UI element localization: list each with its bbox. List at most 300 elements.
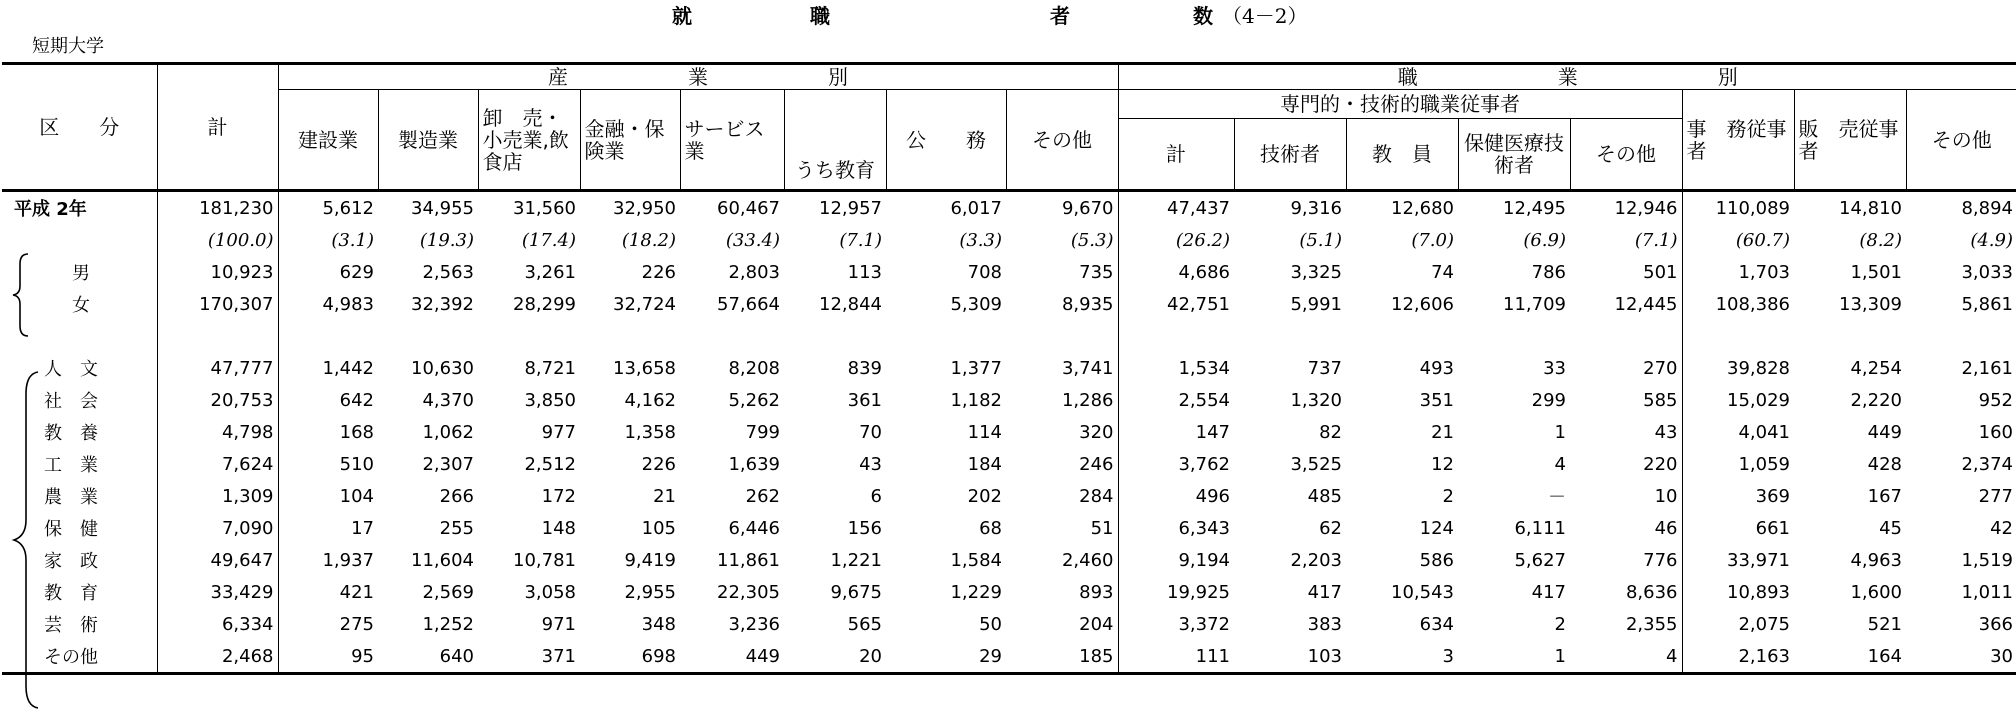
table-cell: 181,230 bbox=[157, 191, 278, 225]
table-cell: 42 bbox=[1990, 517, 2013, 539]
table-cell: 164 bbox=[1794, 640, 1906, 674]
title-char-1: 就 bbox=[672, 4, 692, 28]
table-cell: 10 bbox=[1654, 485, 1678, 507]
table-cell: 7,090 bbox=[157, 512, 278, 544]
table-cell: 1,252 bbox=[422, 613, 474, 635]
table-cell: 2,163 bbox=[1682, 640, 1794, 674]
table-cell: 34,955 bbox=[411, 197, 474, 219]
table-cell: 1,182 bbox=[950, 389, 1002, 411]
row-label: 工 業 bbox=[44, 455, 98, 476]
table-cell: 2,803 bbox=[728, 261, 780, 283]
table-cell: 4,983 bbox=[278, 288, 378, 320]
table-cell: 735 bbox=[1079, 261, 1114, 283]
table-cell: 361 bbox=[847, 389, 882, 411]
table-cell: 10,781 bbox=[513, 549, 576, 571]
table-cell: 114 bbox=[967, 421, 1002, 443]
table-cell: 172 bbox=[541, 485, 576, 507]
table-cell: 103 bbox=[1234, 640, 1346, 674]
title-char-4: 数 bbox=[1193, 4, 1213, 28]
table-cell: 839 bbox=[847, 357, 882, 379]
table-cell: 168 bbox=[278, 416, 378, 448]
table-cell: 51 bbox=[1090, 517, 1114, 539]
table-cell: 12,495 bbox=[1503, 197, 1566, 219]
header-hanbai: 販 売従事者 bbox=[1794, 90, 1906, 191]
table-cell: 160 bbox=[1978, 421, 2013, 443]
table-cell: 3,372 bbox=[1118, 608, 1234, 640]
table-cell: 226 bbox=[641, 261, 676, 283]
table-row bbox=[2, 512, 2016, 544]
table-cell: 496 bbox=[1118, 480, 1234, 512]
table-cell: 952 bbox=[1978, 389, 2013, 411]
table-cell: (100.0) bbox=[157, 224, 278, 256]
table-cell: (8.2) bbox=[1859, 229, 1902, 251]
table-cell: 351 bbox=[1419, 389, 1454, 411]
table-cell: 485 bbox=[1307, 485, 1342, 507]
header-kensetsu: 建設業 bbox=[278, 90, 378, 191]
table-cell: 11,604 bbox=[411, 549, 474, 571]
table-cell: 5,861 bbox=[1961, 293, 2013, 315]
table-cell: 70 bbox=[859, 421, 882, 443]
table-cell: 4,798 bbox=[157, 416, 278, 448]
table-cell: 255 bbox=[439, 517, 474, 539]
title-char-3: 者 bbox=[1050, 4, 1070, 28]
table-cell: 421 bbox=[278, 576, 378, 608]
table-cell: 4,041 bbox=[1682, 416, 1794, 448]
table-cell: 19,925 bbox=[1118, 576, 1234, 608]
table-cell bbox=[1570, 320, 1682, 352]
table-cell: (17.4) bbox=[521, 229, 576, 251]
table-cell: 6,446 bbox=[728, 517, 780, 539]
row-label: 農 業 bbox=[44, 487, 98, 508]
table-cell: 1,519 bbox=[1961, 549, 2013, 571]
table-cell: 42,751 bbox=[1118, 288, 1234, 320]
table-cell: 110,089 bbox=[1682, 191, 1794, 225]
header-kei: 計 bbox=[157, 64, 278, 191]
table-cell bbox=[886, 320, 1006, 352]
row-label: 家 政 bbox=[44, 551, 98, 572]
table-cell: 277 bbox=[1978, 485, 2013, 507]
table-cell: 449 bbox=[1867, 421, 1902, 443]
header-senmon-kei: 計 bbox=[1118, 119, 1234, 191]
table-cell bbox=[157, 320, 278, 352]
table-cell: 2,307 bbox=[422, 453, 474, 475]
table-cell: 220 bbox=[1643, 453, 1678, 475]
header-sonota-sangyo: その他 bbox=[1006, 90, 1118, 191]
table-cell: (18.2) bbox=[621, 229, 676, 251]
table-cell: 642 bbox=[278, 384, 378, 416]
table-cell: 6,334 bbox=[157, 608, 278, 640]
row-label: 保 健 bbox=[44, 519, 98, 540]
table-cell: 640 bbox=[378, 640, 478, 674]
table-cell: 661 bbox=[1682, 512, 1794, 544]
table-cell: 105 bbox=[641, 517, 676, 539]
table-cell: 2 bbox=[1442, 485, 1454, 507]
table-cell bbox=[680, 320, 784, 352]
table-cell: 2,512 bbox=[524, 453, 576, 475]
table-cell: 204 bbox=[1079, 613, 1114, 635]
table-cell: (33.4) bbox=[725, 229, 780, 251]
table-cell: 4,370 bbox=[422, 389, 474, 411]
table-cell: 698 bbox=[580, 640, 680, 674]
table-cell: (5.1) bbox=[1299, 229, 1342, 251]
table-cell: 586 bbox=[1419, 549, 1454, 571]
table-cell bbox=[478, 320, 580, 352]
table-cell: 708 bbox=[967, 261, 1002, 283]
table-subtitle: 短期大学 bbox=[32, 36, 104, 57]
table-cell: 47,437 bbox=[1118, 191, 1234, 225]
table-cell: 12,445 bbox=[1614, 293, 1678, 315]
table-cell: (26.2) bbox=[1118, 224, 1234, 256]
table-cell: 634 bbox=[1419, 613, 1454, 635]
table-cell: 3,261 bbox=[524, 261, 576, 283]
table-cell: 521 bbox=[1867, 613, 1902, 635]
table-cell: 1,639 bbox=[728, 453, 780, 475]
table-cell: 893 bbox=[1079, 581, 1114, 603]
table-cell: 3,850 bbox=[524, 389, 576, 411]
table-cell: 32,724 bbox=[613, 293, 676, 315]
table-cell: 1,703 bbox=[1682, 256, 1794, 288]
table-row bbox=[2, 288, 2016, 320]
table-row bbox=[2, 224, 2016, 256]
table-row bbox=[2, 416, 2016, 448]
table-cell: (3.1) bbox=[278, 224, 378, 256]
table-cell: 6 bbox=[870, 485, 882, 507]
table-cell: 1,059 bbox=[1682, 448, 1794, 480]
table-cell: 10,543 bbox=[1391, 581, 1454, 603]
table-row bbox=[2, 608, 2016, 640]
table-row bbox=[2, 544, 2016, 576]
table-row bbox=[2, 384, 2016, 416]
table-cell: 14,810 bbox=[1839, 197, 1902, 219]
table-cell: 449 bbox=[680, 640, 784, 674]
table-cell: 629 bbox=[278, 256, 378, 288]
table-cell: 2,460 bbox=[1061, 549, 1114, 571]
table-cell: 1,442 bbox=[278, 352, 378, 384]
table-cell: 9,419 bbox=[624, 549, 676, 571]
table-cell: 3,325 bbox=[1290, 261, 1342, 283]
table-cell: 12,606 bbox=[1391, 293, 1454, 315]
table-cell: 1,011 bbox=[1961, 581, 2013, 603]
table-cell: 4,963 bbox=[1850, 549, 1902, 571]
table-cell: (7.1) bbox=[1634, 229, 1678, 251]
table-cell: 13,309 bbox=[1839, 293, 1902, 315]
table-cell bbox=[1794, 320, 1906, 352]
table-cell: 971 bbox=[541, 613, 576, 635]
table-cell: 786 bbox=[1531, 261, 1566, 283]
header-service: サービス業 bbox=[680, 90, 784, 191]
table-cell: 156 bbox=[847, 517, 882, 539]
header-komu: 公 務 bbox=[886, 90, 1006, 191]
header-sonota-senmon: その他 bbox=[1570, 119, 1682, 191]
table-cell: 20 bbox=[784, 640, 886, 674]
table-cell: 21 bbox=[653, 485, 676, 507]
table-cell: 57,664 bbox=[717, 293, 780, 315]
table-cell: 348 bbox=[641, 613, 676, 635]
table-cell: 104 bbox=[278, 480, 378, 512]
table-cell: 737 bbox=[1307, 357, 1342, 379]
table-cell: 108,386 bbox=[1682, 288, 1794, 320]
table-cell: 320 bbox=[1079, 421, 1114, 443]
table-cell: 585 bbox=[1643, 389, 1678, 411]
table-cell: 62 bbox=[1319, 517, 1342, 539]
table-cell: 9,670 bbox=[1061, 197, 1114, 219]
table-cell: 6,111 bbox=[1514, 517, 1566, 539]
table-cell: 4,162 bbox=[624, 389, 676, 411]
table-cell: 5,991 bbox=[1290, 293, 1342, 315]
table-cell: 22,305 bbox=[717, 581, 780, 603]
header-sangyo-betsu: 産 業 別 bbox=[278, 64, 1118, 90]
table-cell: 2,161 bbox=[1961, 357, 2013, 379]
row-label: 人 文 bbox=[44, 359, 98, 380]
header-kubun: 区 分 bbox=[2, 64, 157, 191]
table-cell: 5,612 bbox=[278, 191, 378, 225]
table-cell: 124 bbox=[1419, 517, 1454, 539]
table-cell: 1,358 bbox=[624, 421, 676, 443]
table-cell: 60,467 bbox=[717, 197, 780, 219]
table-cell: 565 bbox=[847, 613, 882, 635]
row-label: 女 bbox=[72, 295, 90, 316]
table-cell: 147 bbox=[1118, 416, 1234, 448]
table-cell: 1 bbox=[1458, 640, 1570, 674]
table-cell: 185 bbox=[1006, 640, 1118, 674]
table-cell: 8,208 bbox=[728, 357, 780, 379]
header-seizo: 製造業 bbox=[378, 90, 478, 191]
table-cell: 2,203 bbox=[1290, 549, 1342, 571]
table-cell: 12,946 bbox=[1614, 197, 1678, 219]
table-cell: 2,374 bbox=[1961, 453, 2013, 475]
table-cell: 31,560 bbox=[513, 197, 576, 219]
table-cell: (4.9) bbox=[1970, 229, 2013, 251]
table-cell: 2,220 bbox=[1850, 389, 1902, 411]
row-label: 男 bbox=[72, 263, 90, 284]
table-cell: 33 bbox=[1543, 357, 1566, 379]
table-cell: (5.3) bbox=[1070, 229, 1114, 251]
table-cell: (3.3) bbox=[959, 229, 1002, 251]
table-cell: 8,721 bbox=[524, 357, 576, 379]
table-cell: 417 bbox=[1307, 581, 1342, 603]
table-cell: 776 bbox=[1643, 549, 1678, 571]
table-cell: 4 bbox=[1570, 640, 1682, 674]
table-cell: 1,229 bbox=[950, 581, 1002, 603]
table-cell: (19.3) bbox=[419, 229, 474, 251]
table-cell: 2 bbox=[1554, 613, 1566, 635]
table-cell: 21 bbox=[1431, 421, 1454, 443]
table-cell: 3,525 bbox=[1290, 453, 1342, 475]
header-hoken: 保健医療技術者 bbox=[1458, 119, 1570, 191]
table-row bbox=[2, 640, 2016, 674]
table-cell: 12,680 bbox=[1391, 197, 1454, 219]
row-label: 教 養 bbox=[44, 423, 98, 444]
table-cell: 2,563 bbox=[422, 261, 474, 283]
table-cell: 270 bbox=[1643, 357, 1678, 379]
table-cell: 167 bbox=[1867, 485, 1902, 507]
table-cell: 15,029 bbox=[1682, 384, 1794, 416]
table-cell: 799 bbox=[745, 421, 780, 443]
table-cell: 1,937 bbox=[278, 544, 378, 576]
title-suffix: （4－2） bbox=[1222, 4, 1308, 28]
table-cell: (7.0) bbox=[1411, 229, 1454, 251]
table-cell bbox=[580, 320, 680, 352]
table-cell: 3,741 bbox=[1061, 357, 1114, 379]
table-cell: 1,286 bbox=[1061, 389, 1114, 411]
table-cell: 428 bbox=[1867, 453, 1902, 475]
table-cell: 29 bbox=[886, 640, 1006, 674]
table-cell bbox=[1906, 320, 2016, 352]
header-jimu: 事 務従事者 bbox=[1682, 90, 1794, 191]
table-cell: 49,647 bbox=[157, 544, 278, 576]
table-row bbox=[2, 256, 2016, 288]
table-cell: 202 bbox=[967, 485, 1002, 507]
header-gijutsu: 技術者 bbox=[1234, 119, 1346, 191]
table-cell: 50 bbox=[979, 613, 1002, 635]
table-cell: 226 bbox=[641, 453, 676, 475]
table-cell: 46 bbox=[1654, 517, 1678, 539]
table-cell bbox=[1234, 320, 1346, 352]
table-cell bbox=[1118, 320, 1234, 352]
table-cell: 4,686 bbox=[1118, 256, 1234, 288]
table-cell: 184 bbox=[967, 453, 1002, 475]
table-cell: 417 bbox=[1531, 581, 1566, 603]
row-label: 芸 術 bbox=[44, 615, 98, 636]
table-cell: 20,753 bbox=[157, 384, 278, 416]
table-cell: 3,236 bbox=[728, 613, 780, 635]
table-cell: － bbox=[1548, 487, 1566, 508]
table-cell bbox=[1006, 320, 1118, 352]
table-cell: 95 bbox=[278, 640, 378, 674]
table-cell: 111 bbox=[1118, 640, 1234, 674]
table-cell: 1,584 bbox=[950, 549, 1002, 571]
table-cell: 148 bbox=[541, 517, 576, 539]
table-cell: 266 bbox=[439, 485, 474, 507]
table-cell bbox=[1346, 320, 1458, 352]
header-sonota-shokugyo: その他 bbox=[1906, 90, 2016, 191]
table-cell: 1,320 bbox=[1290, 389, 1342, 411]
table-cell: 10,923 bbox=[157, 256, 278, 288]
table-cell: 1,501 bbox=[1850, 261, 1902, 283]
table-cell: 246 bbox=[1079, 453, 1114, 475]
gender-brace bbox=[10, 252, 34, 338]
table-cell: 366 bbox=[1978, 613, 2013, 635]
table-cell: 13,658 bbox=[613, 357, 676, 379]
table-cell: 11,861 bbox=[717, 549, 780, 571]
table-cell: 68 bbox=[979, 517, 1002, 539]
header-oroshi: 卸 売・小売業,飲食店 bbox=[478, 90, 580, 191]
table-row bbox=[2, 448, 2016, 480]
table-row bbox=[2, 320, 2016, 352]
table-cell: 284 bbox=[1079, 485, 1114, 507]
table-cell: 5,262 bbox=[728, 389, 780, 411]
table-cell: 12,957 bbox=[819, 197, 882, 219]
table-cell: 8,636 bbox=[1625, 581, 1678, 603]
row-label: 社 会 bbox=[44, 391, 98, 412]
table-cell: 3 bbox=[1346, 640, 1458, 674]
table-cell: 3,033 bbox=[1961, 261, 2013, 283]
table-cell: 1,534 bbox=[1118, 352, 1234, 384]
header-kinyu: 金融・保険業 bbox=[580, 90, 680, 191]
table-cell: 2,554 bbox=[1118, 384, 1234, 416]
table-cell: 1,377 bbox=[950, 357, 1002, 379]
table-cell: 30 bbox=[1906, 640, 2016, 674]
table-cell: 11,709 bbox=[1503, 293, 1566, 315]
table-row bbox=[2, 480, 2016, 512]
table-cell: 9,316 bbox=[1290, 197, 1342, 219]
table-cell: (7.1) bbox=[839, 229, 882, 251]
table-cell: 4,254 bbox=[1850, 357, 1902, 379]
header-kyoin: 教 員 bbox=[1346, 119, 1458, 191]
title-char-2: 職 bbox=[810, 4, 830, 28]
table-cell: 74 bbox=[1431, 261, 1454, 283]
table-cell: 10,893 bbox=[1682, 576, 1794, 608]
table-cell: 6,343 bbox=[1118, 512, 1234, 544]
table-cell: 5,627 bbox=[1514, 549, 1566, 571]
header-shokugyo-betsu: 職 業 別 bbox=[1118, 64, 2016, 90]
table-cell: 12 bbox=[1431, 453, 1454, 475]
table-cell: 2,355 bbox=[1625, 613, 1678, 635]
table-cell: 39,828 bbox=[1682, 352, 1794, 384]
table-cell: 275 bbox=[278, 608, 378, 640]
table-cell: 299 bbox=[1531, 389, 1566, 411]
table-cell: 262 bbox=[745, 485, 780, 507]
table-cell: 977 bbox=[541, 421, 576, 443]
table-cell: 3,762 bbox=[1118, 448, 1234, 480]
table-cell: 8,935 bbox=[1061, 293, 1114, 315]
table-cell: 5,309 bbox=[950, 293, 1002, 315]
table-cell: 7,624 bbox=[157, 448, 278, 480]
row-label: 教 育 bbox=[44, 583, 98, 604]
table-cell: 33,971 bbox=[1682, 544, 1794, 576]
table-cell: 1,309 bbox=[157, 480, 278, 512]
table-cell: 2,569 bbox=[422, 581, 474, 603]
table-cell: 1,221 bbox=[830, 549, 882, 571]
employment-table bbox=[2, 62, 2016, 675]
table-cell: 383 bbox=[1307, 613, 1342, 635]
table-cell: 1,600 bbox=[1850, 581, 1902, 603]
table-row bbox=[2, 352, 2016, 384]
table-cell: 32,392 bbox=[411, 293, 474, 315]
header-kyoiku-uchi: うち教育 bbox=[784, 90, 886, 191]
table-cell: 10,630 bbox=[411, 357, 474, 379]
table-cell: 113 bbox=[847, 261, 882, 283]
header-senmon: 専門的・技術的職業従事者 bbox=[1118, 90, 1682, 119]
table-cell: 9,194 bbox=[1118, 544, 1234, 576]
table-cell: 45 bbox=[1879, 517, 1902, 539]
table-cell bbox=[278, 320, 378, 352]
table-header bbox=[2, 64, 2016, 191]
table-row bbox=[2, 576, 2016, 608]
table-cell bbox=[378, 320, 478, 352]
table-cell: 12,844 bbox=[819, 293, 882, 315]
table-cell: 493 bbox=[1419, 357, 1454, 379]
table-cell: 170,307 bbox=[157, 288, 278, 320]
table-cell: 501 bbox=[1643, 261, 1678, 283]
table-cell: 4 bbox=[1554, 453, 1566, 475]
table-cell: 369 bbox=[1682, 480, 1794, 512]
table-cell: 82 bbox=[1319, 421, 1342, 443]
table-cell: 1 bbox=[1554, 421, 1566, 443]
table-cell: (60.7) bbox=[1682, 224, 1794, 256]
table-cell: 33,429 bbox=[157, 576, 278, 608]
table-cell: 3,058 bbox=[524, 581, 576, 603]
table-cell: 43 bbox=[1654, 421, 1678, 443]
table-row bbox=[2, 191, 2016, 225]
table-cell: 2,468 bbox=[157, 640, 278, 674]
table-cell: 371 bbox=[478, 640, 580, 674]
table-cell: 28,299 bbox=[513, 293, 576, 315]
row-label: その他 bbox=[2, 640, 157, 674]
table-cell: 6,017 bbox=[950, 197, 1002, 219]
field-brace bbox=[10, 370, 44, 710]
table-cell: 2,955 bbox=[624, 581, 676, 603]
